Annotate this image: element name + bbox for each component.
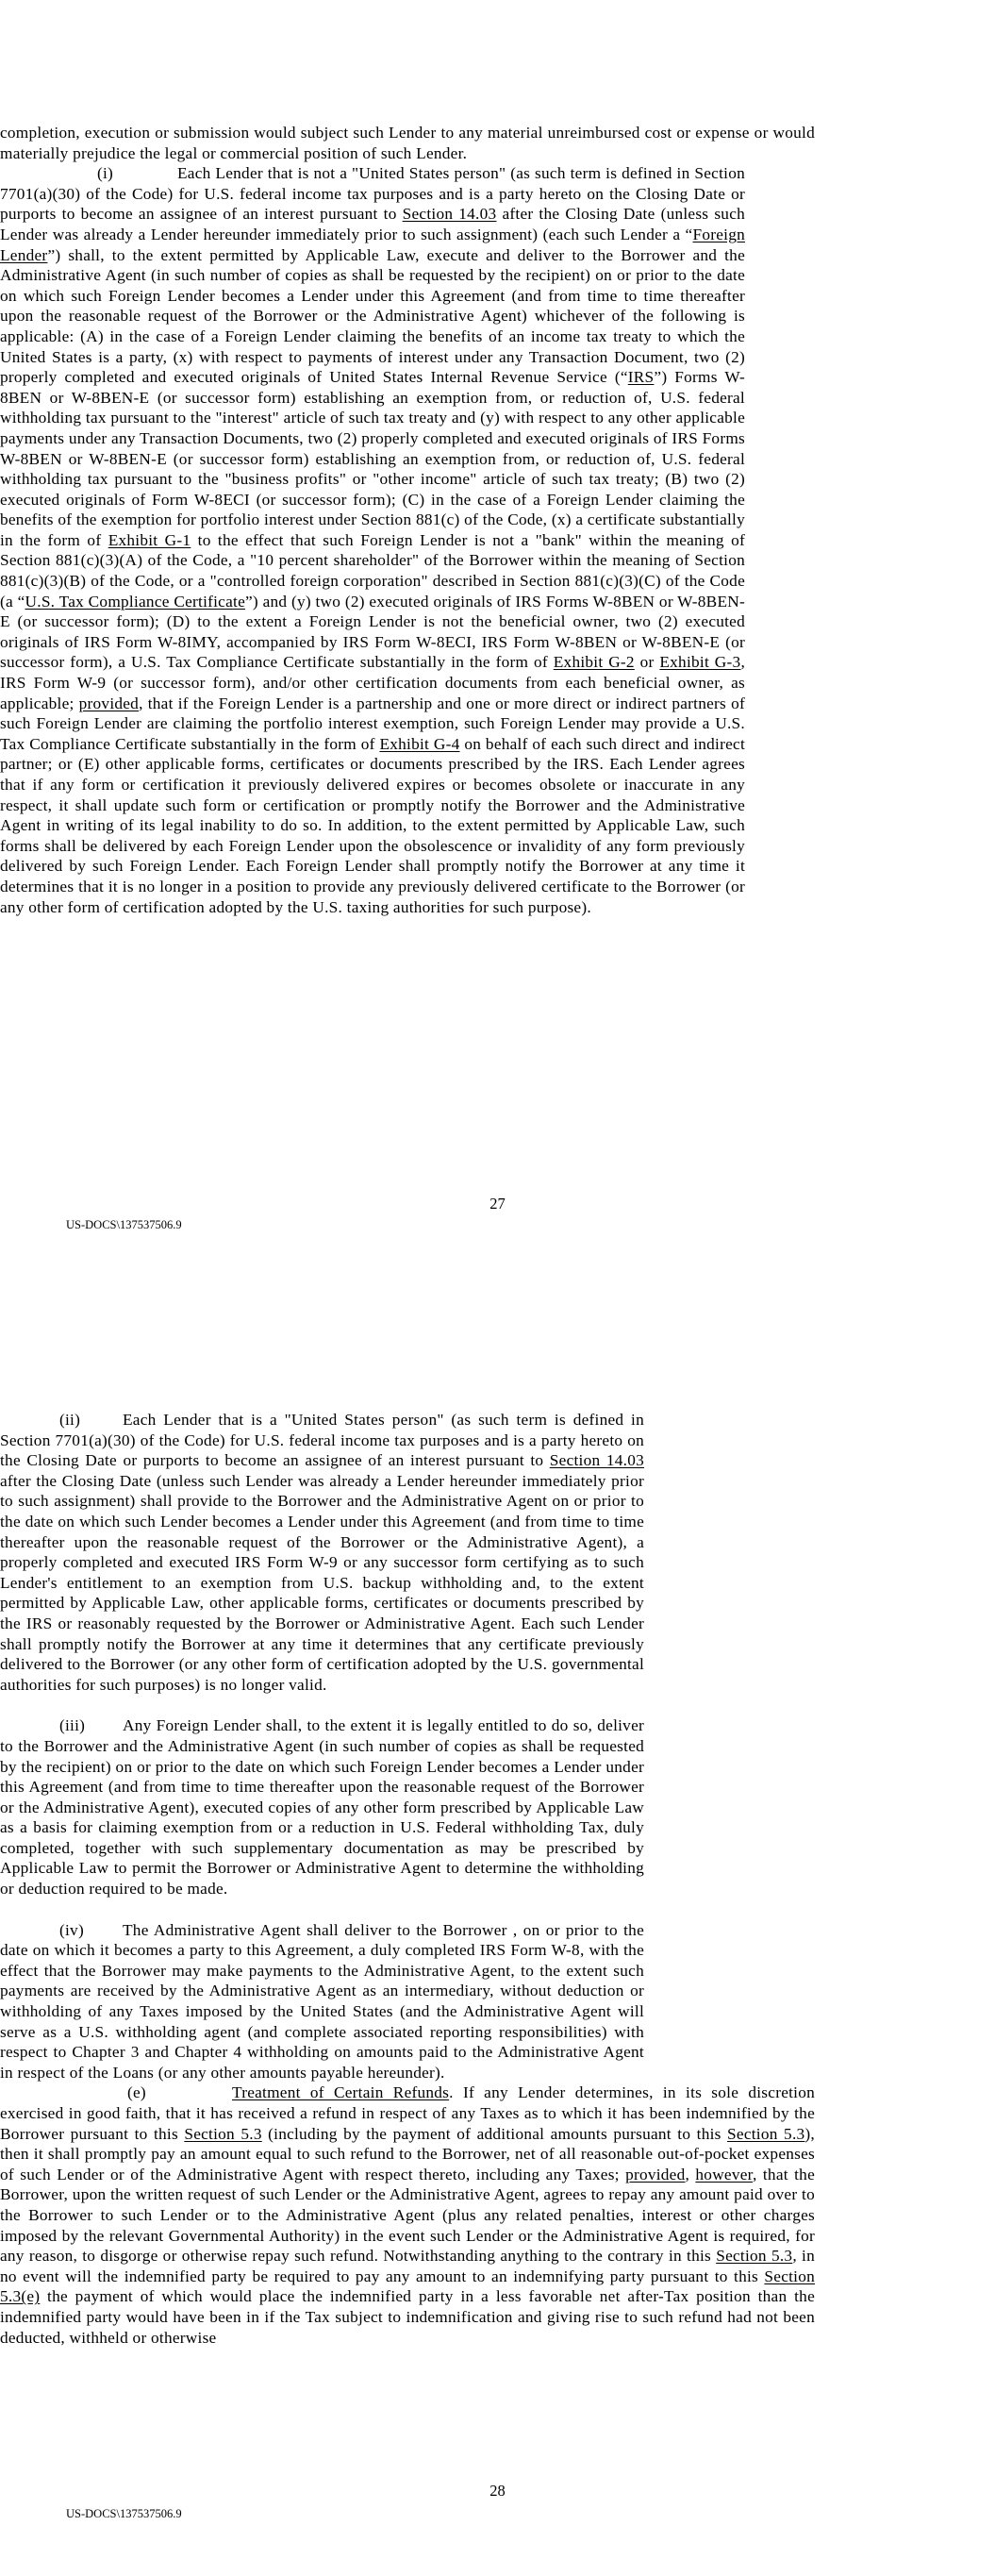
clause-e-label: (e) — [127, 2083, 146, 2102]
clause-iv — [0, 1920, 644, 2083]
clause-ii — [0, 1410, 644, 1695]
page-number-27: 27 — [489, 1195, 506, 1213]
clause-ii-label: (ii) — [59, 1411, 81, 1429]
clause-e-text: Treatment of Certain Refunds. If any Lender determines, in its sole discretion exercised in good faith, that it has received a refund in respect of any Taxes as to which it has been indemnified by the Borrower pursuant to this Section 5.3 (including by the payment of additional amounts pursuant to this Section 5.3), then it shall promptly pay an amount equal to such refund to the Borrower, net of all reasonable out-of-pocket expenses of such Lender or of the Administrative Agent with respect thereto, including any Taxes; provided, however, that the Borrower, upon the written request of such Lender or the Administrative Agent, agrees to repay any amount paid over to the Borrower to such Lender or to the Administrative Agent (plus any related penalties, interest or other charges imposed by the relevant Governmental Authority) in the event such Lender or the Administrative Agent is required, for any reason, to disgorge or otherwise repay such refund. Notwithstanding anything to the contrary in this Section 5.3, in no event will the indemnified party be required to pay any amount to an indemnifying party pursuant to this Section 5.3(e) the payment of which would place the indemnified party in a less favorable net after-Tax position than the indemnified party would have been in if the Tax subject to indemnification and giving rise to such refund had not been deducted, withheld or otherwise — [0, 2083, 816, 2347]
document-id-footer-page-28: US-DOCS\137537506.9 — [66, 2507, 182, 2520]
clause-iii — [0, 1715, 644, 1899]
continuation-paragraph: completion, execution or submission would subject such Lender to any material unreimbursed cost or expense or would materially prejudice the legal or commercial position of such Lender. — [0, 124, 815, 162]
clause-ii-text: Each Lender that is a "United States person" (as such term is defined in Section 7701(a)(30) of the Code) for U.S. federal income tax purposes and is a party hereto on the Closing Date or purports to become an assignee of an interest pursuant to Section 14.03 after the Closing Date (unless such Lender was already a Lender hereunder immediately prior to such assignment) shall provide to the Borrower and the Administrative Agent on or prior to the date on which such Lender becomes a Lender under this Agreement (and from time to time thereafter upon the reasonable request of the Borrower or the Administrative Agent), a properly completed and executed IRS Form W-9 or any successor form certifying as to such Lender's entitlement to an exemption from U.S. backup withholding and, to the extent permitted by Applicable Law, other applicable forms, certificates or documents prescribed by the IRS or reasonably requested by the Borrower or Administrative Agent. Each such Lender shall promptly notify the Borrower at any time it determines that any certificate previously delivered to the Borrower (or any other form of certification adopted by the U.S. governmental authorities for such purposes) is no longer valid. — [0, 1411, 644, 1694]
clause-iv-label: (iv) — [59, 1920, 84, 1939]
clause-iv-text: The Administrative Agent shall deliver to the Borrower , on or prior to the date on which it becomes a party to this Agreement, a duly completed IRS Form W-8, with the effect that the Borrower may make payments to the Administrative Agent, to the extent such payments are received by the Administrative Agent as an intermediary, without deduction or withholding of any Taxes imposed by the United States (and the Administrative Agent will serve as a U.S. withholding agent (and complete associated reporting responsibilities) with respect to Chapter 3 and Chapter 4 withholding on amounts paid to the Administrative Agent in respect of the Loans (or any other amounts payable hereunder). — [0, 1920, 644, 2082]
page-28-content — [0, 1410, 995, 2348]
clause-i-label: (i) — [97, 164, 114, 183]
clause-i-text: Each Lender that is not a "United States person" (as such term is defined in Section 7701(a)(30) of the Code) for U.S. federal income tax purposes and is a party hereto on the Closing Date or purports to become an assignee of an interest pursuant to Section 14.03 after the Closing Date (unless such Lender was already a Lender hereunder immediately prior to such assignment) (each such Lender a “Foreign Lender”) shall, to the extent permitted by Applicable Law, execute and deliver to the Borrower and the Administrative Agent (in such number of copies as shall be requested by the recipient) on or prior to the date on which such Foreign Lender becomes a Lender under this Agreement (and from time to time thereafter upon the reasonable request of the Borrower or the Administrative Agent) whichever of the following is applicable: (A) in the case of a Foreign Lender claiming the benefits of an income tax treaty to which the United States is a party, (x) with respect to payments of interest under any Transaction Document, two (2) properly completed and executed originals of United States Internal Revenue Service (“IRS”) Forms W-8BEN or W-8BEN-E (or successor form) establishing an exemption from, or reduction of, U.S. federal withholding tax pursuant to the "interest" article of such tax treaty and (y) with respect to any other applicable payments under any Transaction Documents, two (2) properly completed and executed originals of IRS Forms W-8BEN or W-8BEN-E (or successor form) establishing an exemption from, or reduction of, U.S. federal withholding tax pursuant to the "business profits" or "other income" article of such tax treaty; (B) two (2) executed originals of Form W-8ECI (or successor form); (C) in the case of a Foreign Lender claiming the benefits of the exemption for portfolio interest under Section 881(c) of the Code, (x) a certificate substantially in the form of Exhibit G-1 to the effect that such Foreign Lender is not a "bank" within the meaning of Section 881(c)(3)(A) of the Code, a "10 percent shareholder" of the Borrower within the meaning of Section 881(c)(3)(B) of the Code, or a "controlled foreign corporation" described in Section 881(c)(3)(C) of the Code (a “U.S. Tax Compliance Certificate”) and (y) two (2) executed originals of IRS Forms W-8BEN or W-8BEN-E (or successor form); (D) to the extent a Foreign Lender is not the beneficial owner, two (2) executed originals of IRS Form W-8IMY, accompanied by IRS Form W-8ECI, IRS Form W-8BEN or W-8BEN-E (or successor form), a U.S. Tax Compliance Certificate substantially in the form of Exhibit G-2 or Exhibit G-3, IRS Form W-9 (or successor form), and/or other certification documents from each beneficial owner, as applicable; provided, that if the Foreign Lender is a partnership and one or more direct or indirect partners of such Foreign Lender are claiming the portfolio interest exemption, such Foreign Lender may provide a U.S. Tax Compliance Certificate substantially in the form of Exhibit G-4 on behalf of each such direct and indirect partner; or (E) other applicable forms, certificates or documents prescribed by the IRS. Each Lender agrees that if any form or certification it previously delivered expires or becomes obsolete or inaccurate in any respect, it shall update such form or certification or promptly notify the Borrower and the Administrative Agent in writing of its legal inability to do so. In addition, to the extent permitted by Applicable Law, such forms shall be delivered by each Foreign Lender upon the obsolescence or invalidity of any form previously delivered by such Foreign Lender. Each Foreign Lender shall promptly notify the Borrower at any time it determines that it is no longer in a position to provide any previously delivered certificate to the Borrower (or any other form of certification adopted by the U.S. taxing authorities for such purpose). — [0, 164, 746, 916]
page-number-28: 28 — [489, 2482, 506, 2500]
clause-i — [0, 163, 745, 917]
clause-e-treatment-of-certain-refunds — [0, 2083, 815, 2348]
document-id-footer-page-27: US-DOCS\137537506.9 — [66, 1218, 182, 1231]
clause-iii-text: Any Foreign Lender shall, to the extent it is legally entitled to do so, deliver to the Borrower and the Administrative Agent (in such number of copies as shall be requested by the recipient) on or prior to the date on which such Foreign Lender becomes a Lender under this Agreement (and from time to time thereafter upon the reasonable request of the Borrower or the Administrative Agent), executed copies of any other form prescribed by Applicable Law as a basis for claiming exemption from or a reduction in U.S. Federal withholding Tax, duly completed, together with such supplementary documentation as may be prescribed by Applicable Law to permit the Borrower or Administrative Agent to determine the withholding or deduction required to be made. — [0, 1716, 644, 1899]
page-27-content — [0, 123, 995, 917]
clause-iii-label: (iii) — [59, 1716, 86, 1735]
